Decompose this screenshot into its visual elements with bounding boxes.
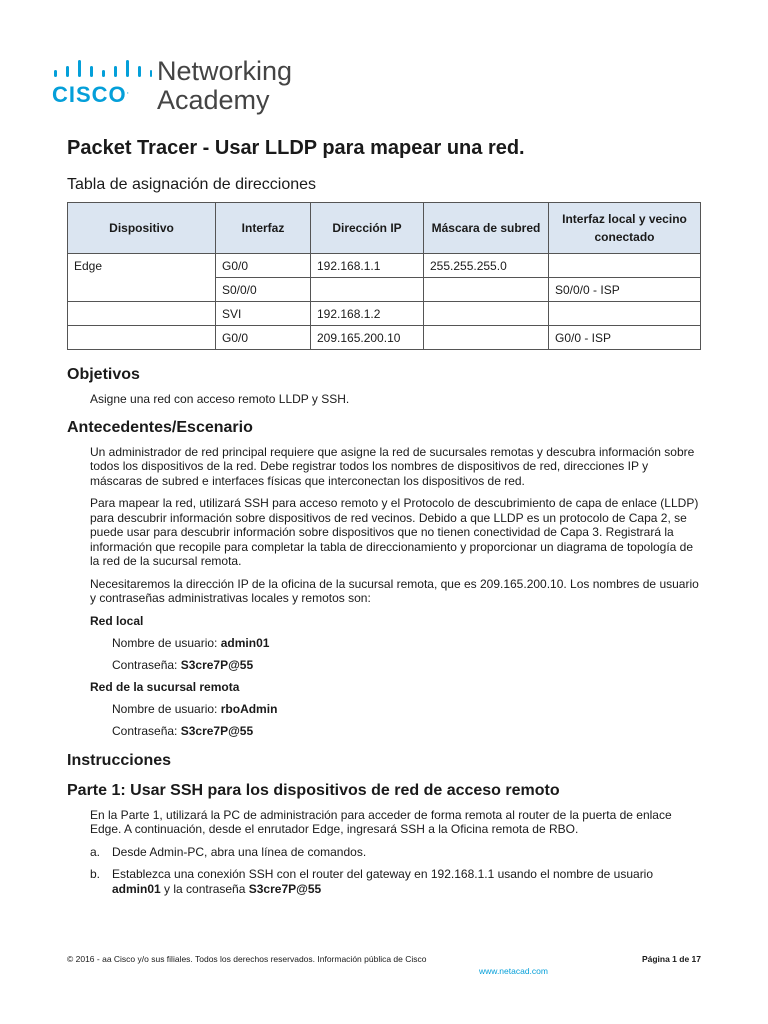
table-cell bbox=[424, 278, 549, 302]
table-cell bbox=[424, 326, 549, 350]
table-cell: S0/0/0 bbox=[216, 278, 311, 302]
table-cell: Edge bbox=[68, 254, 216, 278]
col-interfaz-vecino: Interfaz local y vecino conectado bbox=[549, 203, 701, 254]
background-paragraph-1: Un administrador de red principal requiere que asigne la red de sucursales remotas y descubra información sobre todos los dispositivos de la red. Debe registrar todos los nombres de dispositivos de red, direcciones IP y máscaras de subred e interfaces físicas que interconectan los dispositivos de red. bbox=[90, 444, 695, 488]
table-heading: Tabla de asignación de direcciones bbox=[67, 176, 317, 193]
col-mascara: Máscara de subred bbox=[424, 203, 549, 254]
col-interfaz: Interfaz bbox=[216, 203, 311, 254]
table-row bbox=[68, 278, 701, 302]
table-cell bbox=[68, 278, 216, 302]
footer-page-number: Página 1 de 17 bbox=[641, 954, 701, 964]
table-cell bbox=[549, 254, 701, 278]
table-cell: 192.168.1.1 bbox=[311, 254, 424, 278]
logo-academy-text: Academy bbox=[157, 85, 270, 115]
table-cell bbox=[68, 302, 216, 326]
table-row bbox=[68, 254, 701, 278]
table-cell: 209.165.200.10 bbox=[311, 326, 424, 350]
remote-password: Contraseña: S3cre7P@55 bbox=[112, 723, 254, 738]
cisco-wordmark: CISCO. bbox=[52, 82, 130, 107]
instructions-heading: Instrucciones bbox=[67, 751, 172, 769]
part1-heading: Parte 1: Usar SSH para los dispositivos de red de acceso remoto bbox=[67, 781, 560, 799]
local-password: Contraseña: S3cre7P@55 bbox=[112, 657, 254, 672]
local-username: Nombre de usuario: admin01 bbox=[112, 635, 270, 650]
logo-networking-text: Networking bbox=[157, 56, 293, 86]
col-direccion-ip: Dirección IP bbox=[311, 203, 424, 254]
background-heading: Antecedentes/Escenario bbox=[67, 418, 253, 436]
page-title: Packet Tracer - Usar LLDP para mapear una red. bbox=[67, 137, 525, 159]
table-cell: G0/0 bbox=[216, 254, 311, 278]
table-row bbox=[68, 302, 701, 326]
col-dispositivo: Dispositivo bbox=[68, 203, 216, 254]
table-header-row bbox=[68, 203, 701, 254]
document-body bbox=[67, 137, 701, 904]
table-cell: G0/0 bbox=[216, 326, 311, 350]
table-cell bbox=[311, 278, 424, 302]
objectives-heading: Objetivos bbox=[67, 366, 140, 383]
objectives-text: Asigne una red con acceso remoto LLDP y SSH. bbox=[90, 392, 350, 406]
table-cell bbox=[549, 302, 701, 326]
cisco-bars-icon bbox=[52, 58, 152, 80]
background-paragraph-2: Para mapear la red, utilizará SSH para acceso remoto y el Protocolo de descubrimiento de capa de enlace (LLDP) para descubrir información sobre dispositivos de red vecinos. Debido a que LLDP es un protocolo de Capa 2, se puede usar para descubrir información sobre dispositivos que no tienen conectividad de Capa 3. Registrará la información que recopile para completar la tabla de direccionamiento y proporcionar un diagrama de topología de la red de la sucursal remota. bbox=[90, 496, 699, 568]
list-item-b: b. Establezca una conexión SSH con el router del gateway en 192.168.1.1 usando el nombre de usuario admin01 y la contraseña S3cre7P@55 bbox=[90, 867, 654, 896]
background-paragraph-3: Necesitaremos la dirección IP de la oficina de la sucursal remota, que es 209.165.200.10. Los nombres de usuario y contraseñas administrativas locales y remotos son: bbox=[90, 576, 699, 605]
table-row bbox=[68, 326, 701, 350]
footer-copyright: © 2016 - aa Cisco y/o sus filiales. Todos los derechos reservados. Información pública de Cisco bbox=[67, 954, 427, 964]
table-cell bbox=[68, 326, 216, 350]
table-cell bbox=[424, 302, 549, 326]
part1-intro: En la Parte 1, utilizará la PC de administración para acceder de forma remota al router de la puerta de enlace Edge. A continuación, desde el enrutador Edge, ingresará SSH a la Oficina remota de RBO. bbox=[90, 807, 672, 836]
table-cell: G0/0 - ISP bbox=[549, 326, 701, 350]
remote-network-label: Red de la sucursal remota bbox=[90, 679, 240, 694]
table-cell: 255.255.255.0 bbox=[424, 254, 549, 278]
remote-username: Nombre de usuario: rboAdmin bbox=[112, 701, 278, 716]
table-cell: SVI bbox=[216, 302, 311, 326]
table-cell: S0/0/0 - ISP bbox=[549, 278, 701, 302]
local-network-label: Red local bbox=[90, 613, 144, 628]
table-cell: 192.168.1.2 bbox=[311, 302, 424, 326]
footer-url-link[interactable]: www.netacad.com bbox=[479, 966, 548, 976]
list-item-a: a. Desde Admin-PC, abra una línea de comandos. bbox=[90, 844, 367, 859]
addressing-table bbox=[67, 202, 701, 350]
